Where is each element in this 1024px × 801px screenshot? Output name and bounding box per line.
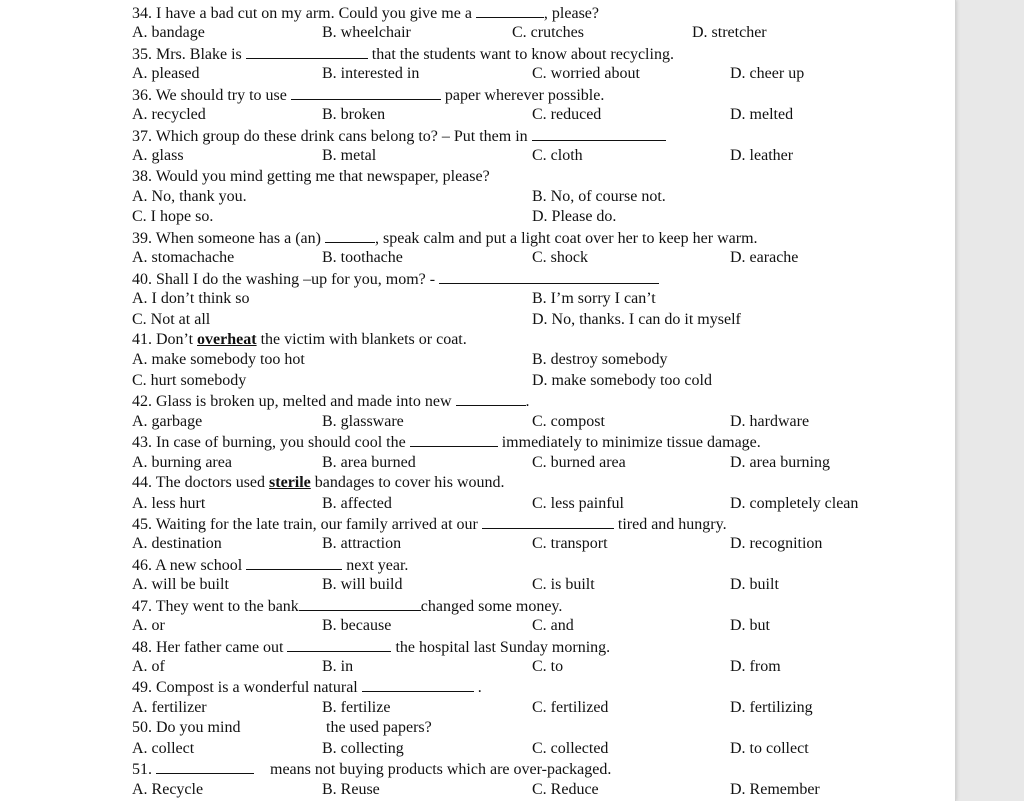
option-a: A. glass: [132, 147, 184, 165]
answer-blank[interactable]: [325, 228, 375, 243]
option-d: D. leather: [730, 147, 794, 165]
question-text: Glass is broken up, melted and made into new: [156, 393, 452, 411]
option-a: A. will be built: [132, 576, 229, 594]
options-41-ab: [132, 350, 947, 370]
answer-blank[interactable]: [456, 391, 526, 406]
option-c: C. crutches: [512, 24, 584, 42]
question-text-end: immediately to minimize tissue damage.: [501, 434, 761, 452]
question-text: Shall I do the washing –up for you, mom? -: [156, 270, 436, 288]
option-a: A. garbage: [132, 412, 203, 430]
option-c: C. collected: [532, 739, 609, 757]
question-51: [132, 759, 947, 779]
option-b: B. I’m sorry I can’t: [532, 290, 656, 308]
question-text: Do you mind: [156, 719, 241, 737]
option-d: D. stretcher: [692, 24, 767, 42]
option-a: A. fertilizer: [132, 698, 207, 716]
options-39: [132, 248, 947, 268]
question-number: 44.: [132, 474, 152, 492]
question-number: 38.: [132, 167, 152, 185]
question-text: Waiting for the late train, our family arrived at our: [155, 515, 478, 533]
option-b: B. area burned: [322, 453, 416, 471]
option-d: D. Please do.: [532, 208, 617, 226]
option-c: C. cloth: [532, 147, 583, 165]
option-b: B. broken: [322, 106, 386, 124]
options-44: [132, 494, 947, 514]
option-d: D. fertilizing: [730, 698, 813, 716]
option-a: A. pleased: [132, 65, 200, 83]
option-d: D. cheer up: [730, 65, 805, 83]
option-a: A. No, thank you.: [132, 187, 247, 205]
question-45: [132, 514, 947, 534]
question-44: [132, 473, 947, 493]
option-d: D. recognition: [730, 535, 823, 553]
question-38: [132, 167, 947, 187]
question-text-end: means not buying products which are over-packaged.: [270, 761, 612, 779]
question-text-end: next year.: [346, 556, 409, 574]
question-text-end: paper wherever possible.: [444, 86, 605, 104]
question-text: When someone has a (an): [155, 229, 321, 247]
question-number: 51.: [132, 761, 152, 779]
option-c: C. I hope so.: [132, 208, 214, 226]
answer-blank[interactable]: [299, 596, 421, 611]
option-a: A. less hurt: [132, 494, 206, 512]
option-b: B. attraction: [322, 535, 402, 553]
option-c: C. is built: [532, 576, 595, 594]
question-36: [132, 85, 947, 105]
question-number: 41.: [132, 331, 152, 348]
answer-blank[interactable]: [476, 3, 544, 18]
options-34: [132, 23, 947, 43]
options-46: [132, 575, 947, 595]
option-d: D. make somebody too cold: [532, 371, 712, 389]
question-number: 43.: [132, 434, 152, 452]
answer-blank[interactable]: [362, 677, 474, 692]
option-b: B. interested in: [322, 65, 420, 83]
option-c: C. burned area: [532, 453, 626, 471]
answer-blank[interactable]: [156, 759, 254, 774]
option-a: A. of: [132, 658, 165, 675]
question-text: Her father came out: [156, 638, 284, 656]
option-c: C. transport: [532, 535, 608, 553]
question-35: [132, 44, 947, 64]
option-c: C. Not at all: [132, 310, 211, 328]
option-d: D. but: [730, 617, 770, 635]
option-b: B. will build: [322, 576, 403, 594]
option-b: B. Reuse: [322, 780, 380, 798]
option-a: A. burning area: [132, 453, 232, 471]
options-43: [132, 453, 947, 473]
question-37: [132, 126, 947, 146]
question-43: [132, 432, 947, 452]
question-text: A new school: [155, 556, 243, 574]
question-number: 39.: [132, 229, 152, 247]
question-number: 45.: [132, 515, 152, 533]
options-49: [132, 698, 947, 718]
option-a: A. or: [132, 617, 165, 635]
option-d: D. from: [730, 658, 781, 675]
question-50: [132, 718, 947, 738]
option-b: B. glassware: [322, 412, 404, 430]
option-a: A. Recycle: [132, 780, 204, 798]
question-text-end: , please?: [543, 5, 599, 22]
option-d: D. area burning: [730, 453, 830, 471]
option-c: C. less painful: [532, 494, 624, 512]
options-50: [132, 739, 947, 759]
options-36: [132, 105, 947, 125]
question-number: 42.: [132, 393, 152, 411]
options-45: [132, 534, 947, 554]
answer-blank[interactable]: [410, 432, 498, 447]
question-number: 50.: [132, 719, 152, 737]
option-c: C. worried about: [532, 65, 640, 83]
answer-blank[interactable]: [287, 637, 391, 652]
question-48: [132, 637, 947, 657]
option-d: D. hardware: [730, 412, 810, 430]
options-37: [132, 146, 947, 166]
options-51: [132, 780, 947, 800]
answer-blank[interactable]: [482, 514, 614, 529]
option-b: B. collecting: [322, 739, 404, 757]
options-41-cd: [132, 371, 947, 391]
options-38-ab: [132, 187, 947, 207]
options-35: [132, 64, 947, 84]
options-40-ab: [132, 289, 947, 309]
question-text: The doctors used: [155, 474, 266, 492]
question-text: Compost is a wonderful natural: [156, 679, 358, 697]
question-47: [132, 596, 947, 616]
option-b: B. affected: [322, 494, 392, 512]
option-a: A. I don’t think so: [132, 290, 250, 308]
option-a: A. collect: [132, 739, 195, 757]
option-c: C. compost: [532, 412, 605, 430]
question-text: We should try to use: [155, 86, 287, 104]
option-c: C. reduced: [532, 106, 602, 124]
option-b: B. destroy somebody: [532, 351, 668, 369]
option-c: C. to: [532, 658, 564, 675]
question-46: [132, 555, 947, 575]
options-47: [132, 616, 947, 636]
option-d: D. Remember: [730, 780, 820, 798]
question-text-end: the used papers?: [326, 719, 432, 737]
question-number: 47.: [132, 597, 152, 615]
option-d: D. earache: [730, 249, 799, 267]
option-a: A. make somebody too hot: [132, 351, 305, 369]
option-b: B. metal: [322, 147, 377, 165]
question-text-end: .: [477, 679, 482, 697]
question-number: 40.: [132, 270, 152, 288]
question-text-end: .: [525, 393, 530, 411]
question-text: Would you mind getting me that newspaper, please?: [155, 167, 490, 185]
question-42: [132, 391, 947, 411]
question-number: 46.: [132, 556, 152, 574]
option-b: B. wheelchair: [322, 24, 411, 42]
question-text: I have a bad cut on my arm. Could you give me a: [156, 5, 472, 22]
question-text-end: , speak calm and put a light coat over her to keep her warm.: [374, 229, 758, 247]
answer-blank[interactable]: [246, 555, 342, 570]
question-text-end: the hospital last Sunday morning.: [395, 638, 611, 656]
options-42: [132, 412, 947, 432]
question-number: 49.: [132, 679, 152, 697]
question-text: In case of burning, you should cool the: [156, 434, 406, 452]
answer-blank[interactable]: [439, 269, 659, 284]
question-39: [132, 228, 947, 248]
question-number: 35.: [132, 45, 152, 63]
question-text: Which group do these drink cans belong to? – Put them in: [155, 127, 528, 145]
question-text: Mrs. Blake is: [156, 45, 242, 63]
question-number: 37.: [132, 127, 152, 145]
underlined-keyword: overheat: [197, 331, 257, 348]
question-text-end: changed some money.: [420, 597, 563, 615]
question-text-end: that the students want to know about recycling.: [371, 45, 674, 63]
question-number: 48.: [132, 638, 152, 656]
answer-blank[interactable]: [532, 126, 666, 141]
options-40-cd: [132, 310, 947, 330]
question-41: [132, 330, 947, 350]
option-d: D. completely clean: [730, 494, 859, 512]
option-a: A. stomachache: [132, 249, 235, 267]
option-d: D. to collect: [730, 739, 809, 757]
option-c: C. Reduce: [532, 780, 599, 798]
option-b: B. in: [322, 658, 354, 675]
option-d: D. No, thanks. I can do it myself: [532, 310, 741, 328]
option-c: C. shock: [532, 249, 588, 267]
option-c: C. fertilized: [532, 698, 609, 716]
option-a: A. destination: [132, 535, 222, 553]
answer-blank[interactable]: [246, 44, 368, 59]
option-d: D. built: [730, 576, 779, 594]
option-d: D. melted: [730, 106, 794, 124]
question-list: [132, 3, 947, 800]
option-c: C. and: [532, 617, 574, 635]
options-48: [132, 657, 947, 677]
option-c: C. hurt somebody: [132, 371, 247, 389]
question-number: 34.: [132, 5, 152, 22]
option-b: B. because: [322, 617, 392, 635]
question-text-end: bandages to cover his wound.: [314, 474, 505, 492]
option-a: A. recycled: [132, 106, 206, 124]
answer-blank[interactable]: [291, 85, 441, 100]
question-49: [132, 677, 947, 697]
option-b: B. fertilize: [322, 698, 391, 716]
question-34: [132, 3, 947, 23]
question-text: Don’t: [156, 331, 194, 348]
question-text-end: the victim with blankets or coat.: [260, 331, 467, 348]
option-a: A. bandage: [132, 24, 205, 42]
option-b: B. No, of course not.: [532, 187, 666, 205]
options-38-cd: [132, 207, 947, 227]
underlined-keyword: sterile: [269, 474, 311, 492]
option-b: B. toothache: [322, 249, 403, 267]
question-text-end: tired and hungry.: [617, 515, 727, 533]
question-40: [132, 269, 947, 289]
question-text: They went to the bank: [155, 597, 299, 615]
question-number: 36.: [132, 86, 152, 104]
